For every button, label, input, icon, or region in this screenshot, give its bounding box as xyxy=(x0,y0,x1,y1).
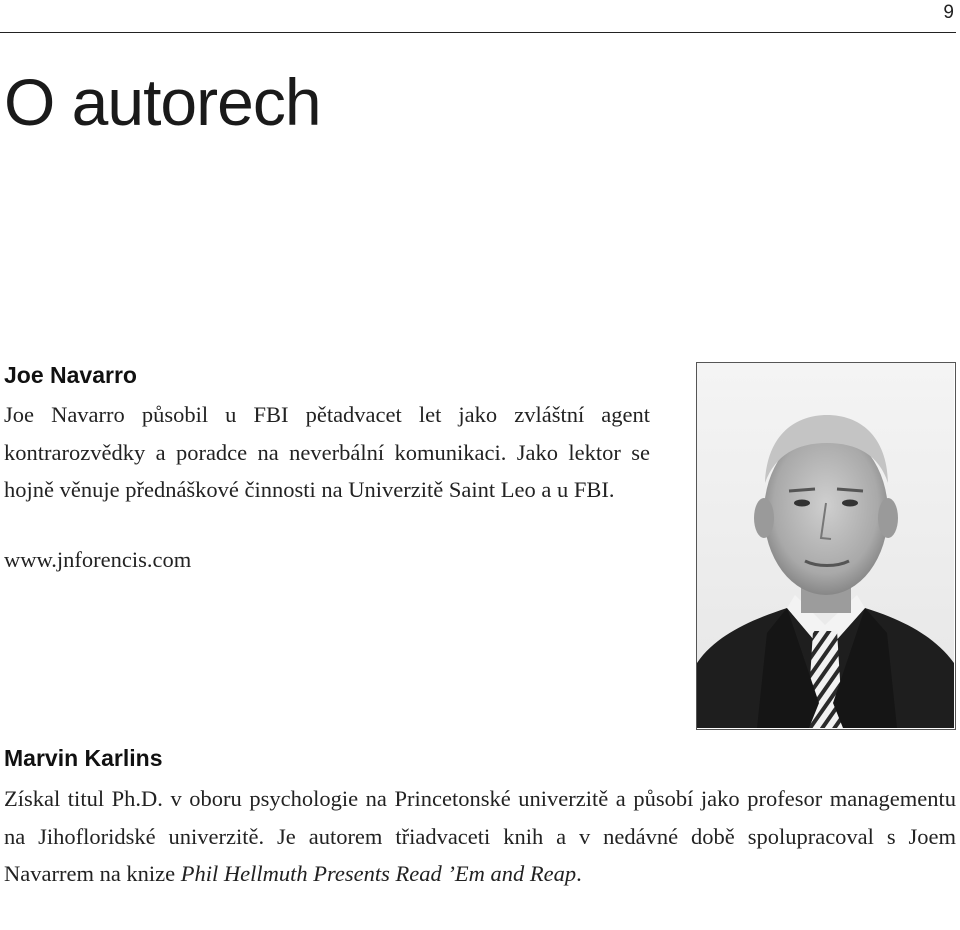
bio-text-end: . xyxy=(576,861,582,886)
author-portrait-icon xyxy=(697,363,954,728)
author-bio-karlins xyxy=(4,780,956,893)
author-name-navarro: Joe Navarro xyxy=(4,362,137,388)
header-rule xyxy=(0,32,956,33)
bio-text: Získal titul Ph.D. v oboru psychologie na Princetonské univerzitě a působí jako profesor managementu na Jihofloridské univerzitě. Je autorem třiadvaceti knih a v nedávné době spolupracoval s Joem Navarrem na knize xyxy=(4,786,956,886)
author-website-link[interactable]: www.jnforencis.com xyxy=(4,547,192,572)
author-photo xyxy=(696,362,956,730)
book-title: Phil Hellmuth Presents Read ’Em and Reap xyxy=(180,861,577,886)
page-number: 9 xyxy=(943,2,954,23)
author-name-karlins: Marvin Karlins xyxy=(4,745,163,771)
chapter-title: O autorech xyxy=(4,65,321,139)
author-bio-navarro: Joe Navarro působil u FBI pětadvacet let jako zvláštní agent kontrarozvědky a poradce na neverbální komunikaci. Jako lektor se hojně věnuje přednáškové činnosti na Univerzitě Saint Leo a u FBI. xyxy=(4,402,650,502)
